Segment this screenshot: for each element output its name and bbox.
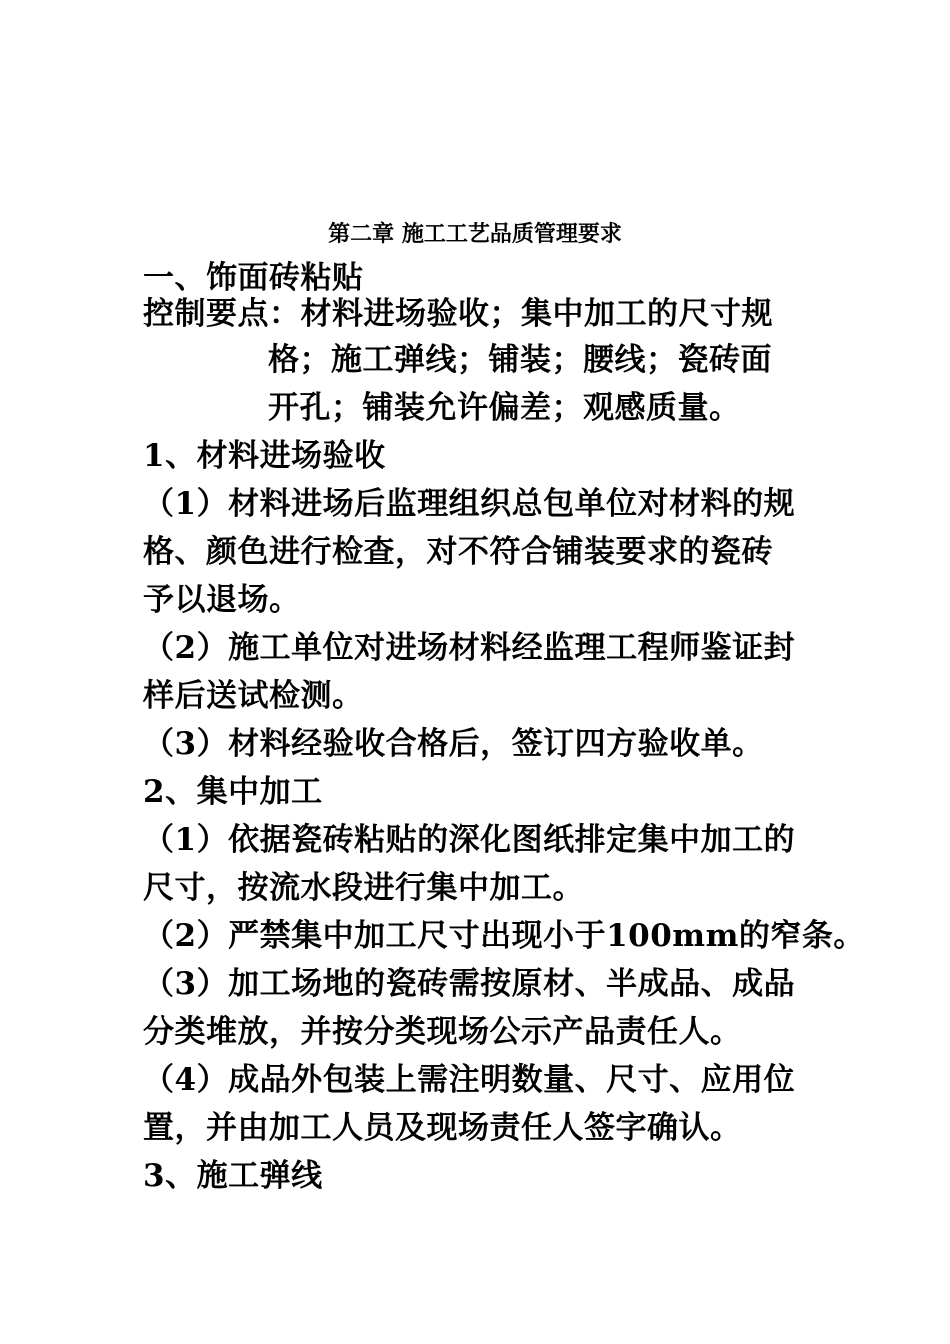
paragraph-line: （1）材料进场后监理组织总包单位对材料的规 (143, 486, 796, 522)
subsection-heading: 2、集中加工 (143, 774, 323, 810)
paragraph-line: （2）严禁集中加工尺寸出现小于100mm的窄条。 (143, 918, 865, 954)
paragraph-line: （3）材料经验收合格后，签订四方验收单。 (143, 726, 764, 762)
paragraph-line: （3）加工场地的瓷砖需按原材、半成品、成品 (143, 966, 796, 1002)
subsection-heading: 3、施工弹线 (143, 1158, 323, 1194)
control-points-line: 格；施工弹线；铺装；腰线；瓷砖面 (268, 342, 772, 378)
paragraph-line: （1）依据瓷砖粘贴的深化图纸排定集中加工的 (143, 822, 796, 858)
section-heading: 一、饰面砖粘贴 (143, 260, 364, 296)
control-points-line: 控制要点：材料进场验收；集中加工的尺寸规 (143, 296, 773, 332)
paragraph-line: 样后送试检测。 (143, 678, 364, 714)
paragraph-line: 予以退场。 (143, 582, 301, 618)
control-points-line: 开孔；铺装允许偏差；观感质量。 (268, 390, 741, 426)
paragraph-line: （2）施工单位对进场材料经监理工程师鉴证封 (143, 630, 796, 666)
chapter-title: 第二章 施工工艺品质管理要求 (328, 221, 622, 247)
paragraph-line: 分类堆放，并按分类现场公示产品责任人。 (143, 1014, 742, 1050)
paragraph-line: 置，并由加工人员及现场责任人签字确认。 (143, 1110, 742, 1146)
subsection-heading: 1、材料进场验收 (143, 438, 386, 474)
paragraph-line: 格、颜色进行检查，对不符合铺装要求的瓷砖 (143, 534, 773, 570)
paragraph-line: 尺寸，按流水段进行集中加工。 (143, 870, 584, 906)
paragraph-line: （4）成品外包装上需注明数量、尺寸、应用位 (143, 1062, 796, 1098)
